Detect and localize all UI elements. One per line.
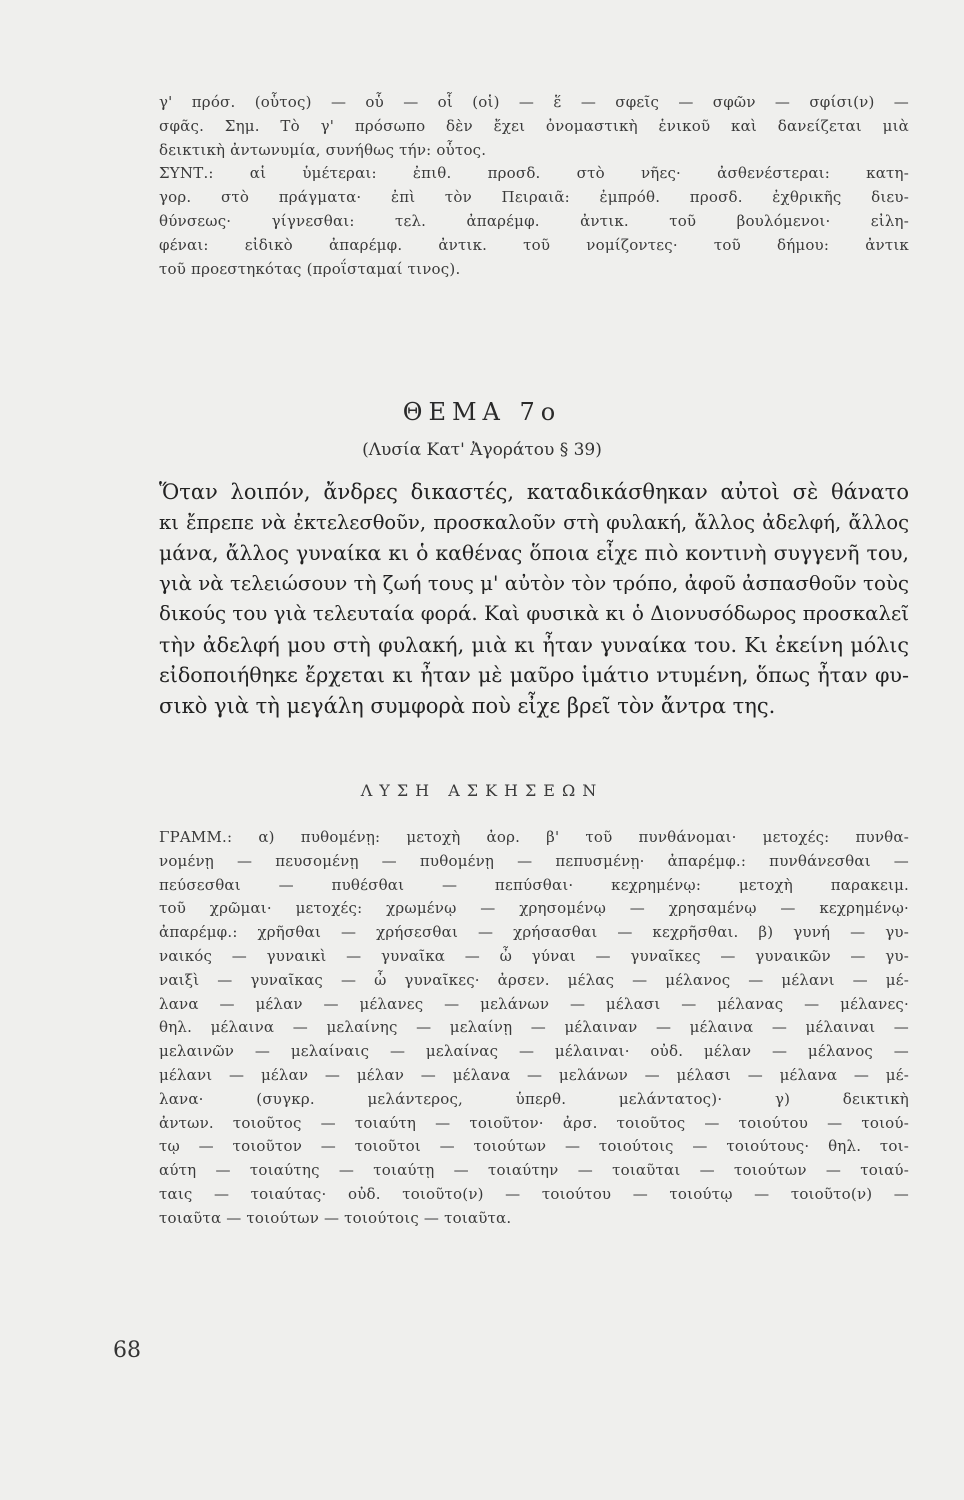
text-line: Ὅταν λοιπόν, ἄνδρες δικαστές, καταδικάσθηκαν αὐτοὶ σὲ θάνατο: [159, 480, 909, 504]
text-line: ἀπαρέμφ.: χρῆσθαι — χρήσεσθαι — χρήσασθαι — κεχρῆσθαι. β) γυνή — γυ-: [159, 923, 909, 942]
text-line: ναικός — γυναικὶ — γυναῖκα — ὦ γύναι — γυναῖκες — γυναικῶν — γυ-: [159, 946, 909, 965]
text-line: γορ. στὸ πράγματα· ἐπὶ τὸν Πειραιᾶ: ἐμπρόθ. προσδ. ἐχθρικῆς διευ-: [159, 188, 909, 207]
text-line: σικὸ γιὰ τὴ μεγάλη συμφορὰ ποὺ εἶχε βρεῖ τὸν ἄντρα της.: [159, 693, 776, 718]
text-line: αύτη — τοιαύτης — τοιαύτῃ — τοιαύτην — τοιαῦται — τοιούτων — τοιαύ-: [159, 1161, 909, 1180]
text-line: θηλ. μέλαινα — μελαίνης — μελαίνῃ — μέλαιναν — μέλαινα — μέλαιναι —: [159, 1018, 909, 1037]
text-line: μελαινῶν — μελαίναις — μελαίνας — μέλαιναι· οὐδ. μέλαν — μέλανος —: [159, 1042, 909, 1061]
text-line: εἰδοποιήθηκε ἔρχεται κι ἦταν μὲ μαῦρο ἱμάτιο ντυμένη, ὅπως ἦταν φυ-: [159, 663, 909, 687]
text-line: ἀντων. τοιοῦτος — τοιαύτη — τοιοῦτον· ἀρσ. τοιοῦτος — τοιούτου — τοιού-: [159, 1113, 909, 1132]
text-line: μέλανι — μέλαν — μέλαν — μέλανα — μελάνων — μέλασι — μέλανα — μέ-: [159, 1065, 909, 1084]
top-paragraph: [159, 91, 909, 281]
text-line: τῳ — τοιοῦτον — τοιοῦτοι — τοιούτων — τοιούτοις — τοιούτους· θηλ. τοι-: [159, 1137, 909, 1156]
text-line: λανα — μέλαν — μέλανες — μελάνων — μέλασι — μέλανας — μέλανες·: [159, 994, 909, 1013]
text-line: γ' πρόσ. (οὗτος) — οὗ — οἷ (οἱ) — ἕ — σφεῖς — σφῶν — σφίσι(ν) —: [159, 93, 909, 111]
text-line: πεύσεσθαι — πυθέσθαι — πεπύσθαι· κεχρημένῳ: μετοχὴ παρακειμ.: [159, 875, 909, 894]
text-line: θύνσεως· γίγνεσθαι: τελ. ἀπαρέμφ. ἀντικ. τοῦ βουλόμενοι· εἰλη-: [159, 211, 909, 230]
solutions-title: ΛΥΣΗ ΑΣΚΗΣΕΩΝ: [360, 781, 604, 800]
theme-title: ΘΕΜΑ 7ο: [402, 398, 562, 426]
text-line: ναιξὶ — γυναῖκας — ὦ γυναῖκες· ἀρσεν. μέλας — μέλανος — μέλανι — μέ-: [159, 970, 909, 989]
text-line: δικούς του γιὰ τελευταία φορά. Καὶ φυσικὰ κι ὁ Διονυσόδωρος προσκαλεῖ: [159, 602, 909, 625]
translation-paragraph: [159, 477, 909, 721]
theme-source: (Λυσία Κατ' Ἀγοράτου § 39): [362, 440, 602, 460]
solutions-paragraph: [159, 826, 909, 1231]
page-number: 68: [113, 1338, 141, 1363]
text-line: δεικτικὴ ἀντωνυμία, συνήθως τήν: οὗτος.: [159, 140, 487, 159]
text-line: κι ἔπρεπε νὰ ἐκτελεσθοῦν, προσκαλοῦν στὴ φυλακή, ἄλλος ἀδελφή, ἄλλος: [159, 510, 909, 534]
text-line: φέναι: εἰδικὸ ἀπαρέμφ. ἀντικ. τοῦ νομίζοντες· τοῦ δήμου: ἀντικ: [159, 235, 909, 254]
text-line: μάνα, ἄλλος γυναίκα κι ὁ καθένας ὅποια εἶχε πιὸ κοντινὴ συγγενῆ του,: [159, 541, 909, 565]
text-line: ΣΥΝΤ.: αἱ ὑμέτεραι: ἐπιθ. προσδ. στὸ νῆες· ἀσθενέστεραι: κατη-: [159, 164, 909, 183]
text-line: τὴν ἀδελφή μου στὴ φυλακή, μιὰ κι ἦταν γυναίκα του. Κι ἐκείνη μόλις: [159, 632, 909, 657]
text-line: γιὰ νὰ τελειώσουν τὴ ζωή τους μ' αὐτὸν τὸν τρόπο, ἀφοῦ ἀσπασθοῦν τοὺς: [159, 571, 909, 595]
text-line: ταις — τοιαύτας· οὐδ. τοιοῦτο(ν) — τοιούτου — τοιούτῳ — τοιοῦτο(ν) —: [159, 1184, 909, 1203]
text-line: τοῦ χρῶμαι· μετοχές: χρωμένῳ — χρησομένῳ — χρησαμένῳ — κεχρημένῳ·: [159, 899, 909, 918]
text-line: τοιαῦτα — τοιούτων — τοιούτοις — τοιαῦτα.: [159, 1208, 512, 1227]
text-line: ΓΡΑΜΜ.: α) πυθομένῃ: μετοχὴ ἀορ. β' τοῦ πυνθάνομαι· μετοχές: πυνθα-: [159, 828, 909, 846]
text-line: νομένῃ — πευσομένῃ — πυθομένῃ — πεπυσμένῃ· ἀπαρέμφ.: πυνθάνεσθαι —: [159, 851, 909, 870]
text-line: σφᾶς. Σημ. Τὸ γ' πρόσωπο δὲν ἔχει ὀνομαστικὴ ἑνικοῦ καὶ δανείζεται μιὰ: [159, 116, 909, 135]
text-line: τοῦ προεστηκότας (προΐσταμαί τινος).: [159, 259, 461, 278]
text-line: λανα· (συγκρ. μελάντερος, ὑπερθ. μελάντατος)· γ) δεικτικὴ: [159, 1089, 909, 1108]
